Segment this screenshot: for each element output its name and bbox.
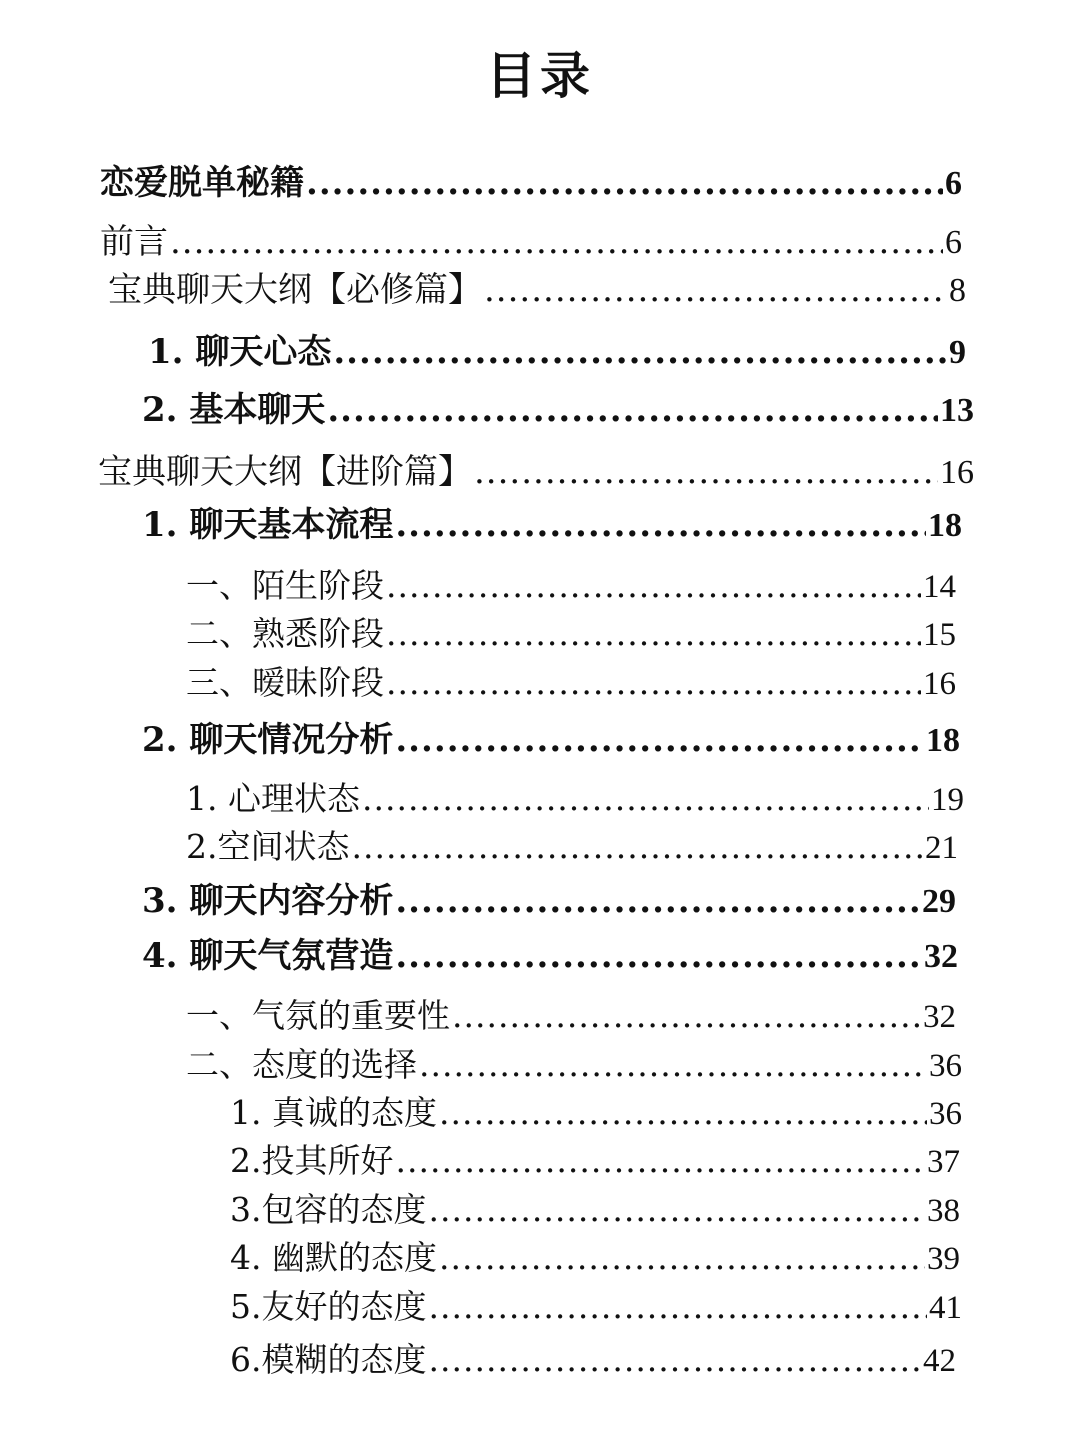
toc-leader-dots	[474, 452, 938, 492]
toc-leader-dots	[170, 222, 943, 262]
toc-entry-page: 19	[931, 782, 964, 818]
toc-entry-label: 一、陌生阶段	[186, 566, 384, 605]
toc-entry-page: 16	[923, 666, 956, 702]
toc-entry-label: 6.模糊的态度	[230, 1340, 427, 1379]
toc-leader-dots	[386, 663, 921, 702]
toc-entry-label: 2.投其所好	[230, 1141, 394, 1180]
toc-leader-dots	[419, 1045, 927, 1084]
toc-entry-label: 2. 基本聊天	[142, 390, 326, 430]
toc-entry-label: 2. 聊天情况分析	[142, 720, 394, 760]
toc-entry-label: 一、气氛的重要性	[186, 996, 450, 1035]
toc-entry-page: 41	[929, 1290, 962, 1326]
toc-leader-dots	[484, 270, 947, 310]
toc-entry-4[interactable]	[142, 382, 974, 428]
toc-leader-dots	[306, 163, 943, 203]
toc-entry-15[interactable]	[186, 990, 956, 1036]
toc-entry-19[interactable]	[230, 1184, 960, 1230]
toc-entry-label: 4. 幽默的态度	[230, 1238, 437, 1277]
toc-entry-5[interactable]	[98, 444, 974, 490]
toc-entry-0[interactable]	[100, 155, 962, 201]
toc-entry-page: 29	[922, 883, 956, 920]
toc-entry-page: 37	[927, 1144, 960, 1180]
toc-entry-page: 9	[949, 334, 966, 371]
toc-entry-label: 三、暧昧阶段	[186, 663, 384, 702]
toc-entry-page: 21	[925, 830, 958, 866]
toc-entry-18[interactable]	[230, 1135, 960, 1181]
toc-entry-6[interactable]	[142, 497, 962, 543]
toc-leader-dots	[362, 779, 929, 818]
toc-entry-label: 3. 聊天内容分析	[142, 881, 394, 921]
toc-leader-dots	[439, 1093, 927, 1132]
toc-entry-label: 3.包容的态度	[230, 1190, 427, 1229]
toc-entry-page: 32	[924, 938, 958, 975]
toc-entry-page: 36	[929, 1096, 962, 1132]
toc-entry-page: 6	[945, 165, 962, 202]
toc-entry-22[interactable]	[230, 1334, 956, 1380]
toc-entry-page: 18	[928, 507, 962, 544]
toc-leader-dots	[439, 1238, 925, 1277]
toc-entry-page: 15	[923, 617, 956, 653]
toc-entry-page: 32	[923, 999, 956, 1035]
toc-entry-label: 宝典聊天大纲【进阶篇】	[98, 452, 472, 492]
toc-entry-page: 13	[940, 392, 974, 429]
toc-leader-dots	[333, 332, 947, 372]
toc-entry-13[interactable]	[142, 873, 956, 919]
toc-entry-label: 1. 聊天基本流程	[142, 505, 394, 545]
toc-entry-label: 二、熟悉阶段	[186, 614, 384, 653]
toc-entry-page: 42	[923, 1343, 956, 1379]
toc-entry-label: 2.空间状态	[186, 827, 350, 866]
toc-leader-dots	[327, 390, 938, 430]
toc-leader-dots	[429, 1190, 926, 1229]
toc-entry-8[interactable]	[186, 608, 956, 654]
toc-entry-page: 38	[927, 1193, 960, 1229]
toc-entry-label: 1. 聊天心态	[148, 332, 332, 372]
toc-entry-label: 宝典聊天大纲【必修篇】	[108, 270, 482, 310]
toc-leader-dots	[386, 614, 921, 653]
toc-leader-dots	[395, 720, 924, 760]
toc-entry-label: 1. 真诚的态度	[230, 1093, 437, 1132]
toc-leader-dots	[396, 1141, 926, 1180]
toc-leader-dots	[395, 936, 922, 976]
toc-leader-dots	[429, 1287, 928, 1326]
toc-entry-11[interactable]	[186, 773, 964, 819]
toc-entry-7[interactable]	[186, 560, 956, 606]
toc-leader-dots	[395, 505, 926, 545]
toc-leader-dots	[352, 827, 924, 866]
toc-entry-label: 二、态度的选择	[186, 1045, 417, 1084]
toc-entry-21[interactable]	[230, 1281, 962, 1327]
toc-entry-label: 5.友好的态度	[230, 1287, 427, 1326]
toc-leader-dots	[452, 996, 921, 1035]
toc-entry-label: 恋爱脱单秘籍	[100, 163, 304, 203]
toc-entry-label: 前言	[100, 222, 168, 262]
toc-entry-page: 6	[945, 224, 962, 261]
toc-entry-1[interactable]	[100, 214, 962, 260]
page-title: 目录	[486, 47, 594, 105]
toc-entry-9[interactable]	[186, 657, 956, 703]
toc-leader-dots	[395, 881, 920, 921]
toc-entry-page: 36	[929, 1048, 962, 1084]
toc-entry-label: 4. 聊天气氛营造	[142, 936, 394, 976]
toc-entry-page: 14	[923, 569, 956, 605]
toc-entry-16[interactable]	[186, 1039, 962, 1085]
toc-entry-17[interactable]	[230, 1087, 962, 1133]
toc-entry-label: 1. 心理状态	[186, 779, 360, 818]
toc-entry-2[interactable]	[108, 262, 966, 308]
toc-entry-10[interactable]	[142, 712, 960, 758]
toc-entry-page: 18	[926, 722, 960, 759]
toc-leader-dots	[429, 1340, 922, 1379]
toc-entry-page: 8	[949, 272, 966, 309]
toc-entry-3[interactable]	[148, 324, 966, 370]
toc-entry-page: 39	[927, 1241, 960, 1277]
toc-entry-20[interactable]	[230, 1232, 960, 1278]
toc-entry-14[interactable]	[142, 928, 958, 974]
toc-entry-12[interactable]	[186, 821, 958, 867]
toc-entry-page: 16	[940, 454, 974, 491]
toc-leader-dots	[386, 566, 921, 605]
